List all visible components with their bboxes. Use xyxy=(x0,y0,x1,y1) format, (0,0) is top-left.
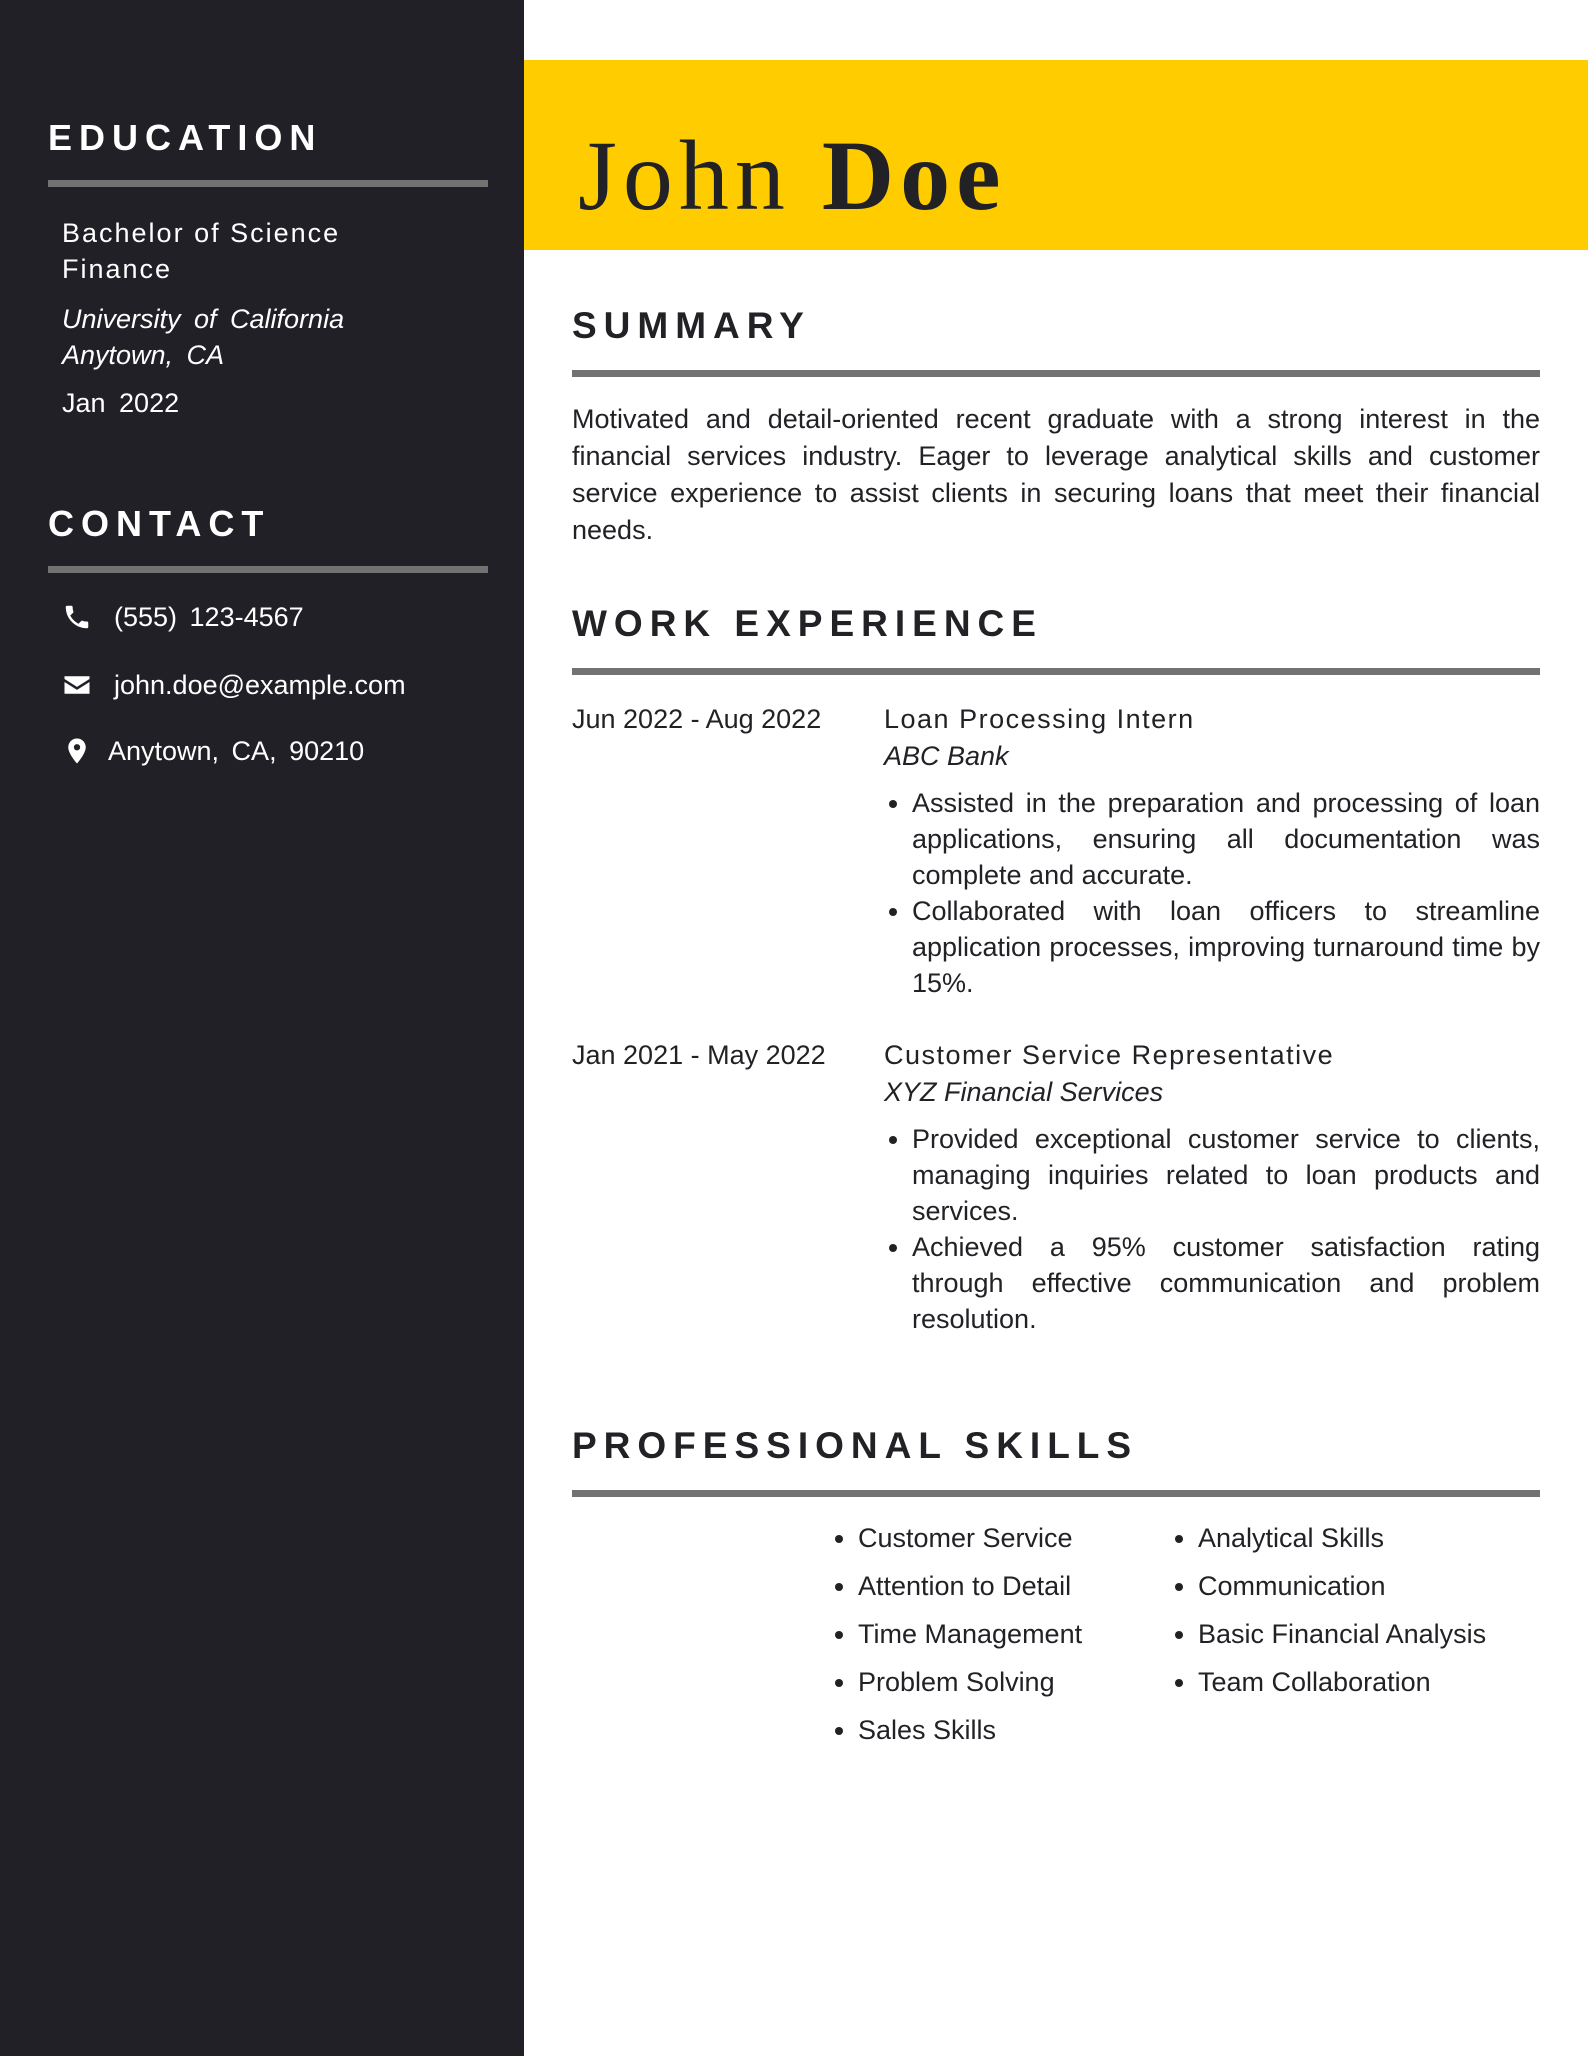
contact-phone xyxy=(62,599,488,635)
summary-divider xyxy=(572,370,1540,377)
summary-text: Motivated and detail-oriented recent graduate with a strong interest in the financial services industry. Eager to leverage analytical skills and customer service experience to assist clients in securing loans that meet their financial needs. xyxy=(572,404,1540,545)
skill-item: • Time Management xyxy=(858,1610,1082,1658)
skill-item: • Attention to Detail xyxy=(858,1562,1082,1610)
summary-heading: SUMMARY xyxy=(572,305,811,346)
degree-major: Finance xyxy=(62,254,173,284)
phone-icon xyxy=(62,602,92,632)
skill-item: • Customer Service xyxy=(858,1514,1082,1562)
job-bullets xyxy=(884,785,1540,1001)
education-section xyxy=(48,116,488,421)
phone-number[interactable]: (555) 123-4567 xyxy=(114,602,304,632)
job-bullet: • Collaborated with loan officers to streamline application processes, improving turnaround time by 15%. xyxy=(912,893,1540,1001)
sidebar xyxy=(0,0,524,2056)
email-address[interactable]: john.doe@example.com xyxy=(114,670,406,700)
skills-column-2 xyxy=(1170,1514,1486,1706)
work-experience-section xyxy=(572,602,1540,1337)
school-location: Anytown, CA xyxy=(62,340,225,370)
job-title: Customer Service Representative xyxy=(884,1040,1335,1070)
job-title: Loan Processing Intern xyxy=(884,704,1195,734)
school xyxy=(62,301,488,373)
contact-divider xyxy=(48,566,488,573)
job-entry xyxy=(572,701,1540,1001)
skills-heading: PROFESSIONAL SKILLS xyxy=(572,1425,1139,1466)
job-bullet: • Achieved a 95% customer satisfaction rating through effective communication and problem resolution. xyxy=(912,1229,1540,1337)
map-pin-icon xyxy=(62,736,92,766)
school-name: University of California xyxy=(62,304,345,334)
job-bullet: • Assisted in the preparation and processing of loan applications, ensuring all documentation was complete and accurate. xyxy=(912,785,1540,893)
job-bullets xyxy=(884,1121,1540,1337)
envelope-icon xyxy=(62,670,92,700)
degree-name: Bachelor of Science xyxy=(62,218,341,248)
contact-section xyxy=(48,502,488,769)
job-details xyxy=(884,701,1540,1001)
degree xyxy=(62,215,488,287)
skills-divider xyxy=(572,1490,1540,1497)
job-company: XYZ Financial Services xyxy=(884,1077,1164,1107)
job-entry xyxy=(572,1037,1540,1337)
last-name: Doe xyxy=(821,120,1007,231)
education-heading: EDUCATION xyxy=(48,117,323,158)
first-name: John xyxy=(578,120,791,231)
skill-item: • Team Collaboration xyxy=(1198,1658,1486,1706)
skill-item: • Sales Skills xyxy=(858,1706,1082,1754)
contact-email xyxy=(62,667,488,703)
name-banner xyxy=(524,60,1588,250)
skill-item: • Analytical Skills xyxy=(1198,1514,1486,1562)
work-experience-heading: WORK EXPERIENCE xyxy=(572,603,1043,644)
location-text: Anytown, CA, 90210 xyxy=(108,736,365,766)
graduation-date: Jan 2022 xyxy=(62,388,180,418)
job-details xyxy=(884,1037,1540,1337)
job-dates: Jan 2021 - May 2022 xyxy=(572,1040,826,1070)
job-company: ABC Bank xyxy=(884,741,1009,771)
work-experience-divider xyxy=(572,668,1540,675)
skill-item: • Problem Solving xyxy=(858,1658,1082,1706)
contact-location xyxy=(62,733,488,769)
full-name xyxy=(578,116,1007,236)
skills-section xyxy=(572,1424,1540,1764)
contact-heading: CONTACT xyxy=(48,503,271,544)
summary-section xyxy=(572,304,1540,549)
job-bullet: • Provided exceptional customer service to clients, managing inquiries related to loan products and services. xyxy=(912,1121,1540,1229)
job-dates: Jun 2022 - Aug 2022 xyxy=(572,704,822,734)
skill-item: • Basic Financial Analysis xyxy=(1198,1610,1486,1658)
skill-item: • Communication xyxy=(1198,1562,1486,1610)
skills-column-1 xyxy=(830,1514,1082,1754)
education-divider xyxy=(48,180,488,187)
